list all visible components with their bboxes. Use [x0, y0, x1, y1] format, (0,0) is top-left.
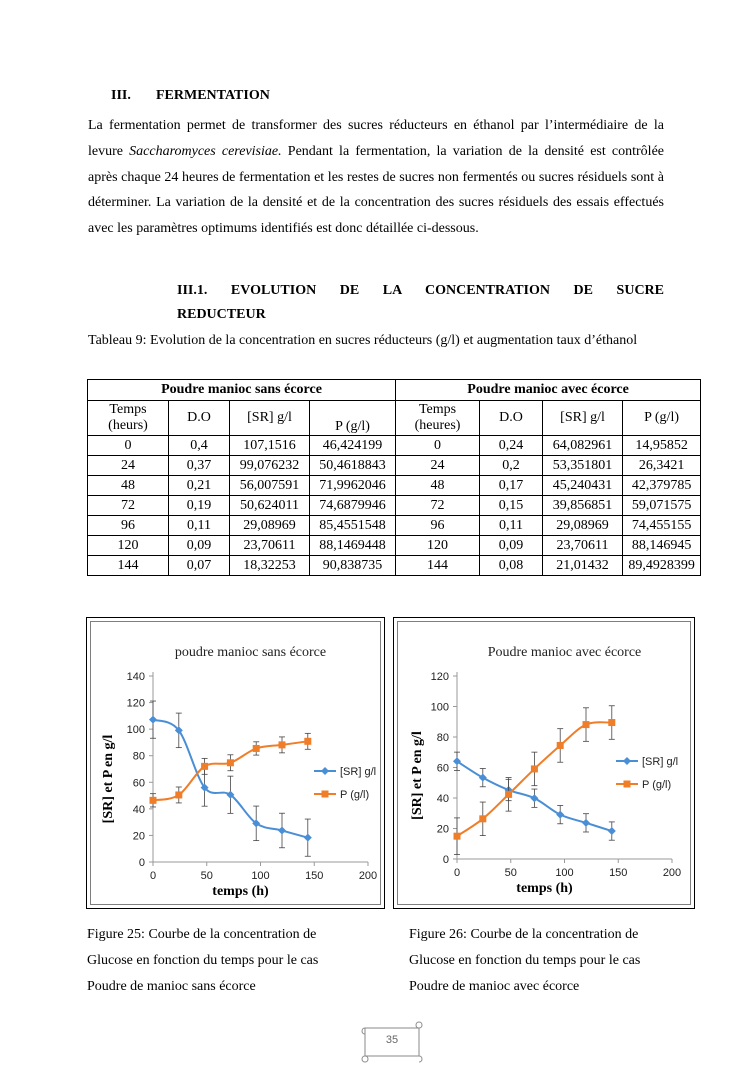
table-cell: 59,071575	[623, 496, 701, 516]
data-point	[227, 759, 234, 766]
table-cell: 99,076232	[230, 456, 310, 476]
data-point	[556, 811, 564, 819]
data-point	[150, 797, 157, 804]
table-cell: 120	[396, 536, 480, 556]
table-cell: 0,24	[480, 436, 543, 456]
table-cell: 74,455155	[623, 516, 701, 536]
data-point	[454, 833, 461, 840]
table-cell: 21,01432	[543, 556, 623, 576]
y-tick-label: 40	[436, 793, 449, 805]
col-header: Temps (heures)	[396, 401, 480, 436]
y-tick-label: 60	[132, 777, 145, 790]
table-row	[88, 476, 701, 496]
table-cell: 0	[88, 436, 169, 456]
table-cell: 0,21	[169, 476, 230, 496]
table-cell: 89,4928399	[623, 556, 701, 576]
table-cell: 0,37	[169, 456, 230, 476]
x-tick-label: 100	[555, 867, 574, 879]
table-cell: 18,32253	[230, 556, 310, 576]
data-point	[557, 742, 564, 749]
table-row	[88, 516, 701, 536]
species-name: Saccharomyces cerevisiae.	[129, 143, 282, 159]
data-point	[304, 834, 312, 842]
table-cell: 0,11	[480, 516, 543, 536]
data-point	[582, 819, 590, 827]
table-cell: 144	[88, 556, 169, 576]
table-cell: 0,07	[169, 556, 230, 576]
table-cell: 50,624011	[230, 496, 310, 516]
chart-avec-ecorce	[393, 617, 695, 909]
legend-marker	[624, 781, 631, 788]
data-point	[304, 738, 311, 745]
legend-label: [SR] g/l	[642, 756, 679, 768]
data-point	[253, 745, 260, 752]
table-cell: 120	[88, 536, 169, 556]
legend-marker	[321, 767, 329, 775]
table-cell: 88,1469448	[310, 536, 396, 556]
y-tick-label: 60	[436, 762, 449, 775]
x-tick-label: 0	[453, 867, 461, 879]
table-cell: 14,95852	[623, 436, 701, 456]
table-cell: 24	[88, 456, 169, 476]
table-cell: 144	[396, 556, 480, 576]
table-cell: 88,146945	[623, 536, 701, 556]
table-cell: 0,15	[480, 496, 543, 516]
table-cell: 0,17	[480, 476, 543, 496]
table-cell: 23,70611	[543, 536, 623, 556]
data-table	[87, 379, 701, 576]
legend-marker	[623, 757, 631, 765]
table-cell: 71,9962046	[310, 476, 396, 496]
table-caption: Tableau 9: Evolution de la concentration en sucres réducteurs (g/l) et augmentation taux d’éthanol	[88, 333, 638, 348]
group-header-left: Poudre manioc sans écorce	[88, 380, 396, 401]
x-tick-label: 0	[149, 870, 157, 882]
table-row	[88, 536, 701, 556]
y-axis-label: [SR] et P en g/l	[101, 734, 116, 824]
y-tick-label: 100	[430, 701, 449, 714]
table-cell: 0,4	[169, 436, 230, 456]
table-row	[88, 456, 701, 476]
data-point	[201, 763, 208, 770]
intro-text-1: La fermentation permet de transformer des sucres réducteurs en éthanol par l’intermédiaire de la levure	[88, 118, 664, 159]
data-point	[608, 719, 615, 726]
table-cell: 48	[396, 476, 480, 496]
y-axis-label: [SR] et P en g/l	[410, 731, 425, 820]
x-tick-label: 200	[358, 870, 378, 882]
table-cell: 72	[396, 496, 480, 516]
x-tick-label: 200	[662, 867, 682, 879]
col-header: [SR] g/l	[543, 401, 623, 436]
subsection-line1: III.1. EVOLUTION DE LA CONCENTRATION DE SUCRE	[177, 283, 664, 298]
table-cell: 0,09	[480, 536, 543, 556]
data-point	[505, 791, 512, 798]
table-cell: 0,08	[480, 556, 543, 576]
x-tick-label: 50	[504, 867, 517, 879]
col-header: P (g/l)	[310, 401, 396, 436]
data-point	[278, 826, 286, 834]
table-cell: 56,007591	[230, 476, 310, 496]
page-number-scroll	[357, 1020, 427, 1066]
intro-text-2: Pendant la fermentation, la variation de la densité est contrôlée après chaque 24 heures de fermentation et les restes de sucres non fermentés ou sucres résiduels sont à déterminer. La variation de la densité et de la concentration des sucres résiduels des essais effectués avec les paramètres optimums identifiés est donc détaillée ci-dessous.	[88, 143, 664, 237]
col-header: D.O	[169, 401, 230, 436]
data-point	[479, 815, 486, 822]
table-cell: 74,6879946	[310, 496, 396, 516]
chart-svg	[394, 618, 694, 908]
section-title: FERMENTATION	[156, 88, 270, 103]
x-tick-label: 100	[251, 870, 270, 882]
table-row	[88, 496, 701, 516]
chart-title: Poudre manioc avec écorce	[487, 645, 642, 660]
data-point	[583, 721, 590, 728]
y-tick-label: 120	[430, 671, 449, 683]
data-point	[531, 765, 538, 772]
table-cell: 96	[396, 516, 480, 536]
col-header: P (g/l)	[623, 401, 701, 436]
table-cell: 96	[88, 516, 169, 536]
data-point	[175, 791, 182, 798]
table-cell: 29,08969	[543, 516, 623, 536]
x-tick-label: 150	[609, 867, 628, 879]
table-cell: 0,11	[169, 516, 230, 536]
y-tick-label: 80	[132, 750, 145, 763]
table-cell: 72	[88, 496, 169, 516]
table-cell: 85,4551548	[310, 516, 396, 536]
table-cell: 29,08969	[230, 516, 310, 536]
legend-label: P (g/l)	[340, 789, 370, 801]
col-header: [SR] g/l	[230, 401, 310, 436]
x-tick-label: 150	[305, 870, 324, 882]
table-cell: 0	[396, 436, 480, 456]
table-cell: 107,1516	[230, 436, 310, 456]
subsection-heading	[177, 279, 664, 327]
y-tick-label: 20	[436, 823, 449, 836]
table-cell: 90,838735	[310, 556, 396, 576]
table-cell: 42,379785	[623, 476, 701, 496]
table-cell: 0,2	[480, 456, 543, 476]
y-tick-label: 80	[436, 732, 449, 744]
table-row	[88, 556, 701, 576]
chart-sans-ecorce	[86, 617, 385, 909]
table-cell: 24	[396, 456, 480, 476]
section-number: III.	[111, 88, 131, 103]
section-heading	[111, 88, 270, 104]
legend-label: [SR] g/l	[340, 766, 377, 778]
chart-title: poudre manioc sans écorce	[174, 645, 327, 660]
data-point	[149, 716, 157, 724]
col-header: Temps (heurs)	[88, 401, 169, 436]
y-tick-label: 40	[132, 803, 145, 816]
x-axis-label: temps (h)	[516, 881, 573, 896]
chart-svg	[87, 618, 384, 908]
table-cell: 0,19	[169, 496, 230, 516]
legend-marker	[322, 791, 329, 798]
table-cell: 50,4618843	[310, 456, 396, 476]
table-cell: 46,424199	[310, 436, 396, 456]
figure-25-caption: Figure 25: Courbe de la concentration de Glucose en fonction du temps pour le cas Poudre de manioc sans écorce	[87, 927, 319, 994]
legend-label: P (g/l)	[642, 779, 672, 791]
table-cell: 48	[88, 476, 169, 496]
data-point	[530, 794, 538, 802]
data-point	[479, 774, 487, 782]
y-tick-label: 100	[126, 724, 145, 737]
subsection-line2: REDUCTEUR	[177, 307, 266, 322]
y-tick-label: 20	[132, 830, 145, 843]
table-cell: 39,856851	[543, 496, 623, 516]
data-point	[279, 741, 286, 748]
col-header: D.O	[480, 401, 543, 436]
figure-26-caption: Figure 26: Courbe de la concentration de Glucose en fonction du temps pour le cas Poudre de manioc avec écorce	[409, 927, 641, 994]
table-cell: 53,351801	[543, 456, 623, 476]
page-number: 35	[385, 1034, 399, 1046]
y-tick-label: 0	[442, 854, 449, 866]
table-cell: 23,70611	[230, 536, 310, 556]
data-point	[608, 827, 616, 835]
y-tick-label: 0	[138, 857, 145, 869]
table-row	[88, 436, 701, 456]
table-cell: 64,082961	[543, 436, 623, 456]
group-header-right: Poudre manioc avec écorce	[396, 380, 701, 401]
table-cell: 0,09	[169, 536, 230, 556]
table-cell: 45,240431	[543, 476, 623, 496]
x-axis-label: temps (h)	[212, 884, 269, 899]
x-tick-label: 50	[200, 870, 213, 882]
intro-paragraph	[88, 113, 664, 242]
y-tick-label: 140	[126, 671, 145, 683]
y-tick-label: 120	[126, 697, 145, 710]
table-cell: 26,3421	[623, 456, 701, 476]
